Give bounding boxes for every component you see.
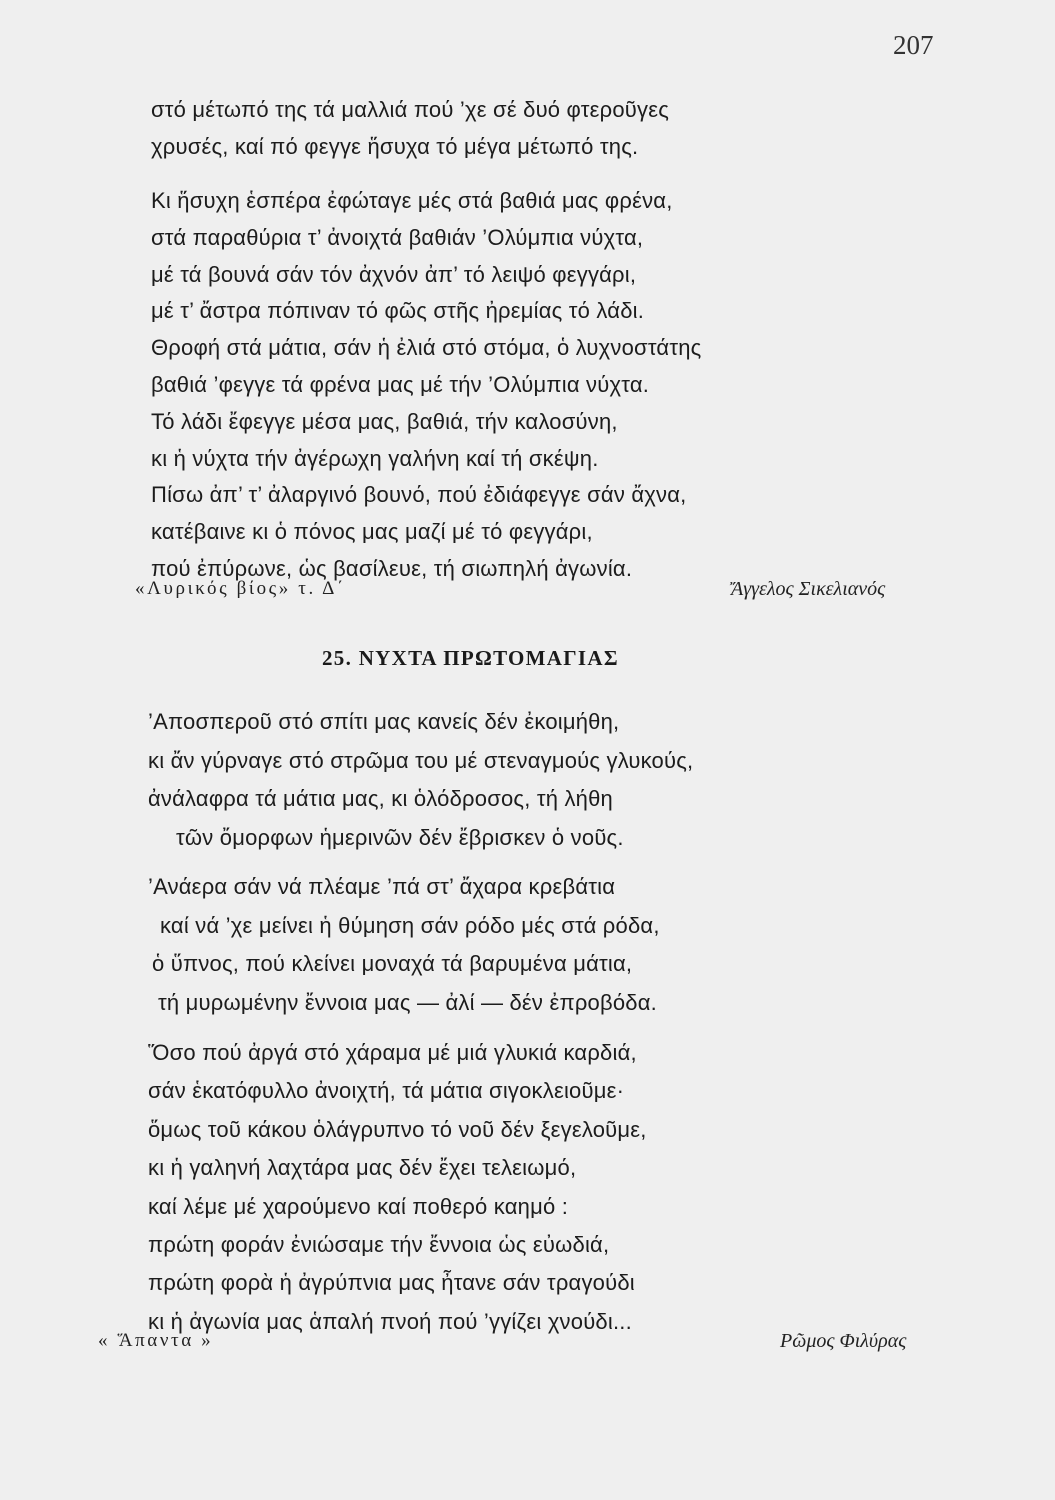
poem-line: στό μέτωπό της τά μαλλιά πού ’χε σέ δυό φτεροῦγες [151,97,670,122]
poem-line: πρώτη φορὰ ἡ ἀγρύπνια μας ἦτανε σάν τραγούδι [148,1270,635,1296]
poem2-stanza-3 [148,1034,647,1341]
poem2-source: « Ἅπαντα » [98,1330,214,1351]
poem1-stanza [151,183,701,588]
poem-line: Κι ἥσυχη ἑσπέρα ἐφώταγε μές στά βαθιά μας φρένα, [151,188,673,213]
poem-line: μέ τ’ ἄστρα πόπιναν τό φῶς στῆς ἠρεμίας τό λάδι. [151,298,645,324]
poem-line: Τό λάδι ἔφεγγε μέσα μας, βαθιά, τήν καλοσύνη, [151,408,618,434]
poem-line: ’Αποσπεροῦ στό σπίτι μας κανείς δέν ἐκοιμήθη, [148,709,620,734]
poem2-title: 25. ΝΥΧΤΑ ΠΡΩΤΟΜΑΓΙΑΣ [322,646,619,670]
poem-line: βαθιά ’φεγγε τά φρένα μας μέ τήν ’Ολύμπια νύχτα. [151,371,650,397]
page-number: 207 [893,30,934,60]
poem2-stanza-2 [148,868,660,1022]
poem-line: κι ἡ νύχτα τήν ἀγέρωχη γαλήνη καί τή σκέψη. [151,445,599,471]
poem-line: Θροφή στά μάτια, σάν ἡ ἐλιά στό στόμα, ὁ λυχνοστάτης [151,335,702,361]
poem-line: τῶν ὄμορφων ἡμερινῶν δέν ἔβρισκεν ὁ νοῦς. [176,824,624,850]
poem-line: ὁ ὕπνος, πού κλείνει μοναχά τά βαρυμένα μάτια, [152,951,633,976]
poem1-author: Ἄγγελος Σικελιανός [731,578,886,600]
poem-line: ἀνάλαφρα τά μάτια μας, κι ὁλόδροσος, τή λήθη [148,786,613,811]
poem-line: ’Ανάερα σάν νά πλέαμε ’πά στ’ ἄχαρα κρεβάτια [148,874,616,899]
poem-line: Πίσω ἀπ’ τ’ ἀλαργινό βουνό, πού ἐδιάφεγγε σάν ἄχνα, [151,482,687,508]
poem-line: κι ἡ ἀγωνία μας ἁπαλή πνοή πού ’γγίζει χνούδι... [148,1308,632,1334]
poem-line: σάν ἑκατόφυλλο ἀνοιχτή, τά μάτια σιγοκλειοῦμε· [148,1078,625,1104]
poem-line: Ὅσο πού ἀργά στό χάραμα μέ μιά γλυκιά καρδιά, [148,1040,637,1065]
poem2-stanza-1 [148,703,693,857]
poem-line: χρυσές, καί πό φεγγε ἥσυχα τό μέγα μέτωπό της. [151,133,639,159]
poem-line: μέ τά βουνά σάν τόν ἀχνόν ἀπ’ τό λειψό φεγγάρι, [151,261,637,287]
poem-line: στά παραθύρια τ’ ἀνοιχτά βαθιάν ’Ολύμπια νύχτα, [151,224,644,250]
poem-line: κι ἡ γαληνή λαχτάρα μας δέν ἔχει τελειωμό, [148,1155,577,1181]
poem-line: κι ἄν γύρναγε στό στρῶμα του μέ στεναγμούς γλυκούς, [148,747,694,773]
poem-line: ὅμως τοῦ κάκου ὁλάγρυπνο τό νοῦ δέν ξεγελοῦμε, [148,1116,647,1142]
poem-line: καί νά ’χε μείνει ἡ θύμηση σάν ρόδο μές στά ρόδα, [160,912,660,938]
poem-line: κατέβαινε κι ὁ πόνος μας μαζί μέ τό φεγγάρι, [151,519,593,545]
poem-line: καί λέμε μέ χαρούμενο καί ποθερό καημό : [148,1193,569,1219]
poem-line: τή μυρωμένην ἔννοια μας — ἀλί — δέν ἐπροβόδα. [158,989,657,1015]
poem1-opening-lines [151,92,669,165]
poem1-source: «Λυρικός βίος» τ. Δ΄ [135,578,346,599]
poem-line: πού ἐπύρωνε, ὡς βασίλευε, τή σιωπηλή ἀγωνία. [151,555,633,581]
poem2-author: Ρῶμος Φιλύρας [780,1330,907,1352]
poem-line: πρώτη φοράν ἐνιώσαμε τήν ἔννοια ὡς εὐωδιά, [148,1232,610,1258]
